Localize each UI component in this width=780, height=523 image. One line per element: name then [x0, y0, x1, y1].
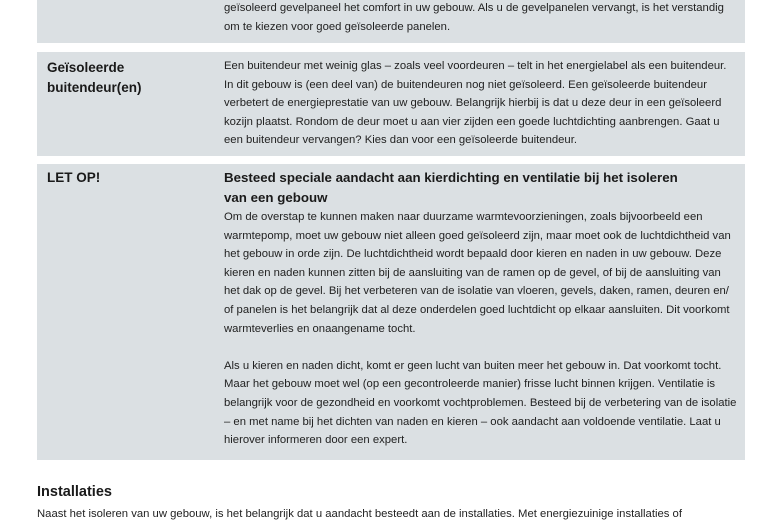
installaties-text: Naast het isoleren van uw gebouw, is het belangrijk dat u aandacht besteedt aan de installaties. Met energiezuinige installaties of — [37, 508, 682, 520]
text-line: Maar het gebouw moet wel (op een gecontroleerde manier) frisse lucht binnen krijgen. Ventilatie is — [224, 378, 716, 391]
buitendeur-label — [47, 58, 207, 98]
text-line: warmteverlies en onaangename tocht. — [224, 322, 416, 335]
text-line: verbetert de energieprestatie van uw gebouw. Belangrijk hierbij is dat u deze deur in een geïsoleerd — [224, 97, 722, 110]
gevelpanelen-text — [224, 0, 734, 36]
text-line: kozijn plaatst. Rondom de deur moet u aan vier zijden een goede luchtdichting aanbrengen. Gaat u — [224, 115, 720, 128]
text-line: geïsoleerd gevelpaneel het comfort in uw gebouw. Als u de gevelpanelen vervangt, is het verstandig — [224, 2, 724, 14]
label-line: Geïsoleerde — [47, 60, 125, 75]
text-line: of panelen is het belangrijk dat al deze onderdelen goed luchtdicht op elkaar aansluiten. Dit voorkomt — [224, 303, 730, 316]
text-line: belangrijk voor de gezondheid en voorkomt vochtproblemen. Besteed bij de verbetering van de isolatie — [224, 396, 737, 409]
let-op-content — [224, 168, 737, 450]
text-line: het dak op de gevel. Bij het verbeteren van de isolatie van vloeren, gevels, daken, ramen, deuren en/ — [224, 285, 729, 298]
info-block-gevelpanelen — [37, 0, 745, 43]
text-line: warmtepomp, moet uw gebouw niet alleen goed geïsoleerd zijn, maar moet ook de luchtdichtheid van — [224, 229, 731, 242]
text-line: het gebouw in orde zijn. De luchtdichtheid wordt bepaald door kieren en naden in uw gebouw. Deze — [224, 248, 722, 261]
buitendeur-text — [224, 57, 734, 150]
label-line: buitendeur(en) — [47, 80, 142, 95]
let-op-heading: Besteed speciale aandacht aan kierdichting en ventilatie bij het isoleren — [224, 170, 678, 185]
text-line: om te kiezen voor goed geïsoleerde panelen. — [224, 20, 451, 33]
info-block-let-op — [37, 164, 745, 460]
text-line: kieren en naden kunnen zitten bij de aansluiting van de ramen op de gevel, of bij de aansluiting van — [224, 266, 721, 279]
section-title-installaties: Installaties — [37, 484, 112, 500]
let-op-label: LET OP! — [47, 170, 101, 185]
text-line: Als u kieren en naden dicht, komt er geen lucht van buiten meer het gebouw in. Dat voorkomt tocht. — [224, 359, 722, 372]
text-line: Om de overstap te kunnen maken naar duurzame warmtevoorzieningen, zoals bijvoorbeeld een — [224, 211, 703, 223]
let-op-heading: van een gebouw — [224, 190, 328, 205]
text-line: In dit gebouw is (een deel van) de buitendeuren nog niet geïsoleerd. Een geïsoleerde buitendeur — [224, 78, 707, 91]
text-line: een buitendeur vervangen? Kies dan voor een geïsoleerde buitendeur. — [224, 134, 577, 147]
info-block-buitendeur — [37, 52, 745, 156]
text-line: Een buitendeur met weinig glas – zoals veel voordeuren – telt in het energielabel als een buitendeur. — [224, 60, 727, 72]
text-line: hierover informeren door een expert. — [224, 434, 408, 447]
paragraph-gap — [224, 338, 734, 357]
text-line: – en met name bij het dichten van naden en kieren – ook aandacht aan voldoende ventilatie. Laat u — [224, 415, 721, 428]
